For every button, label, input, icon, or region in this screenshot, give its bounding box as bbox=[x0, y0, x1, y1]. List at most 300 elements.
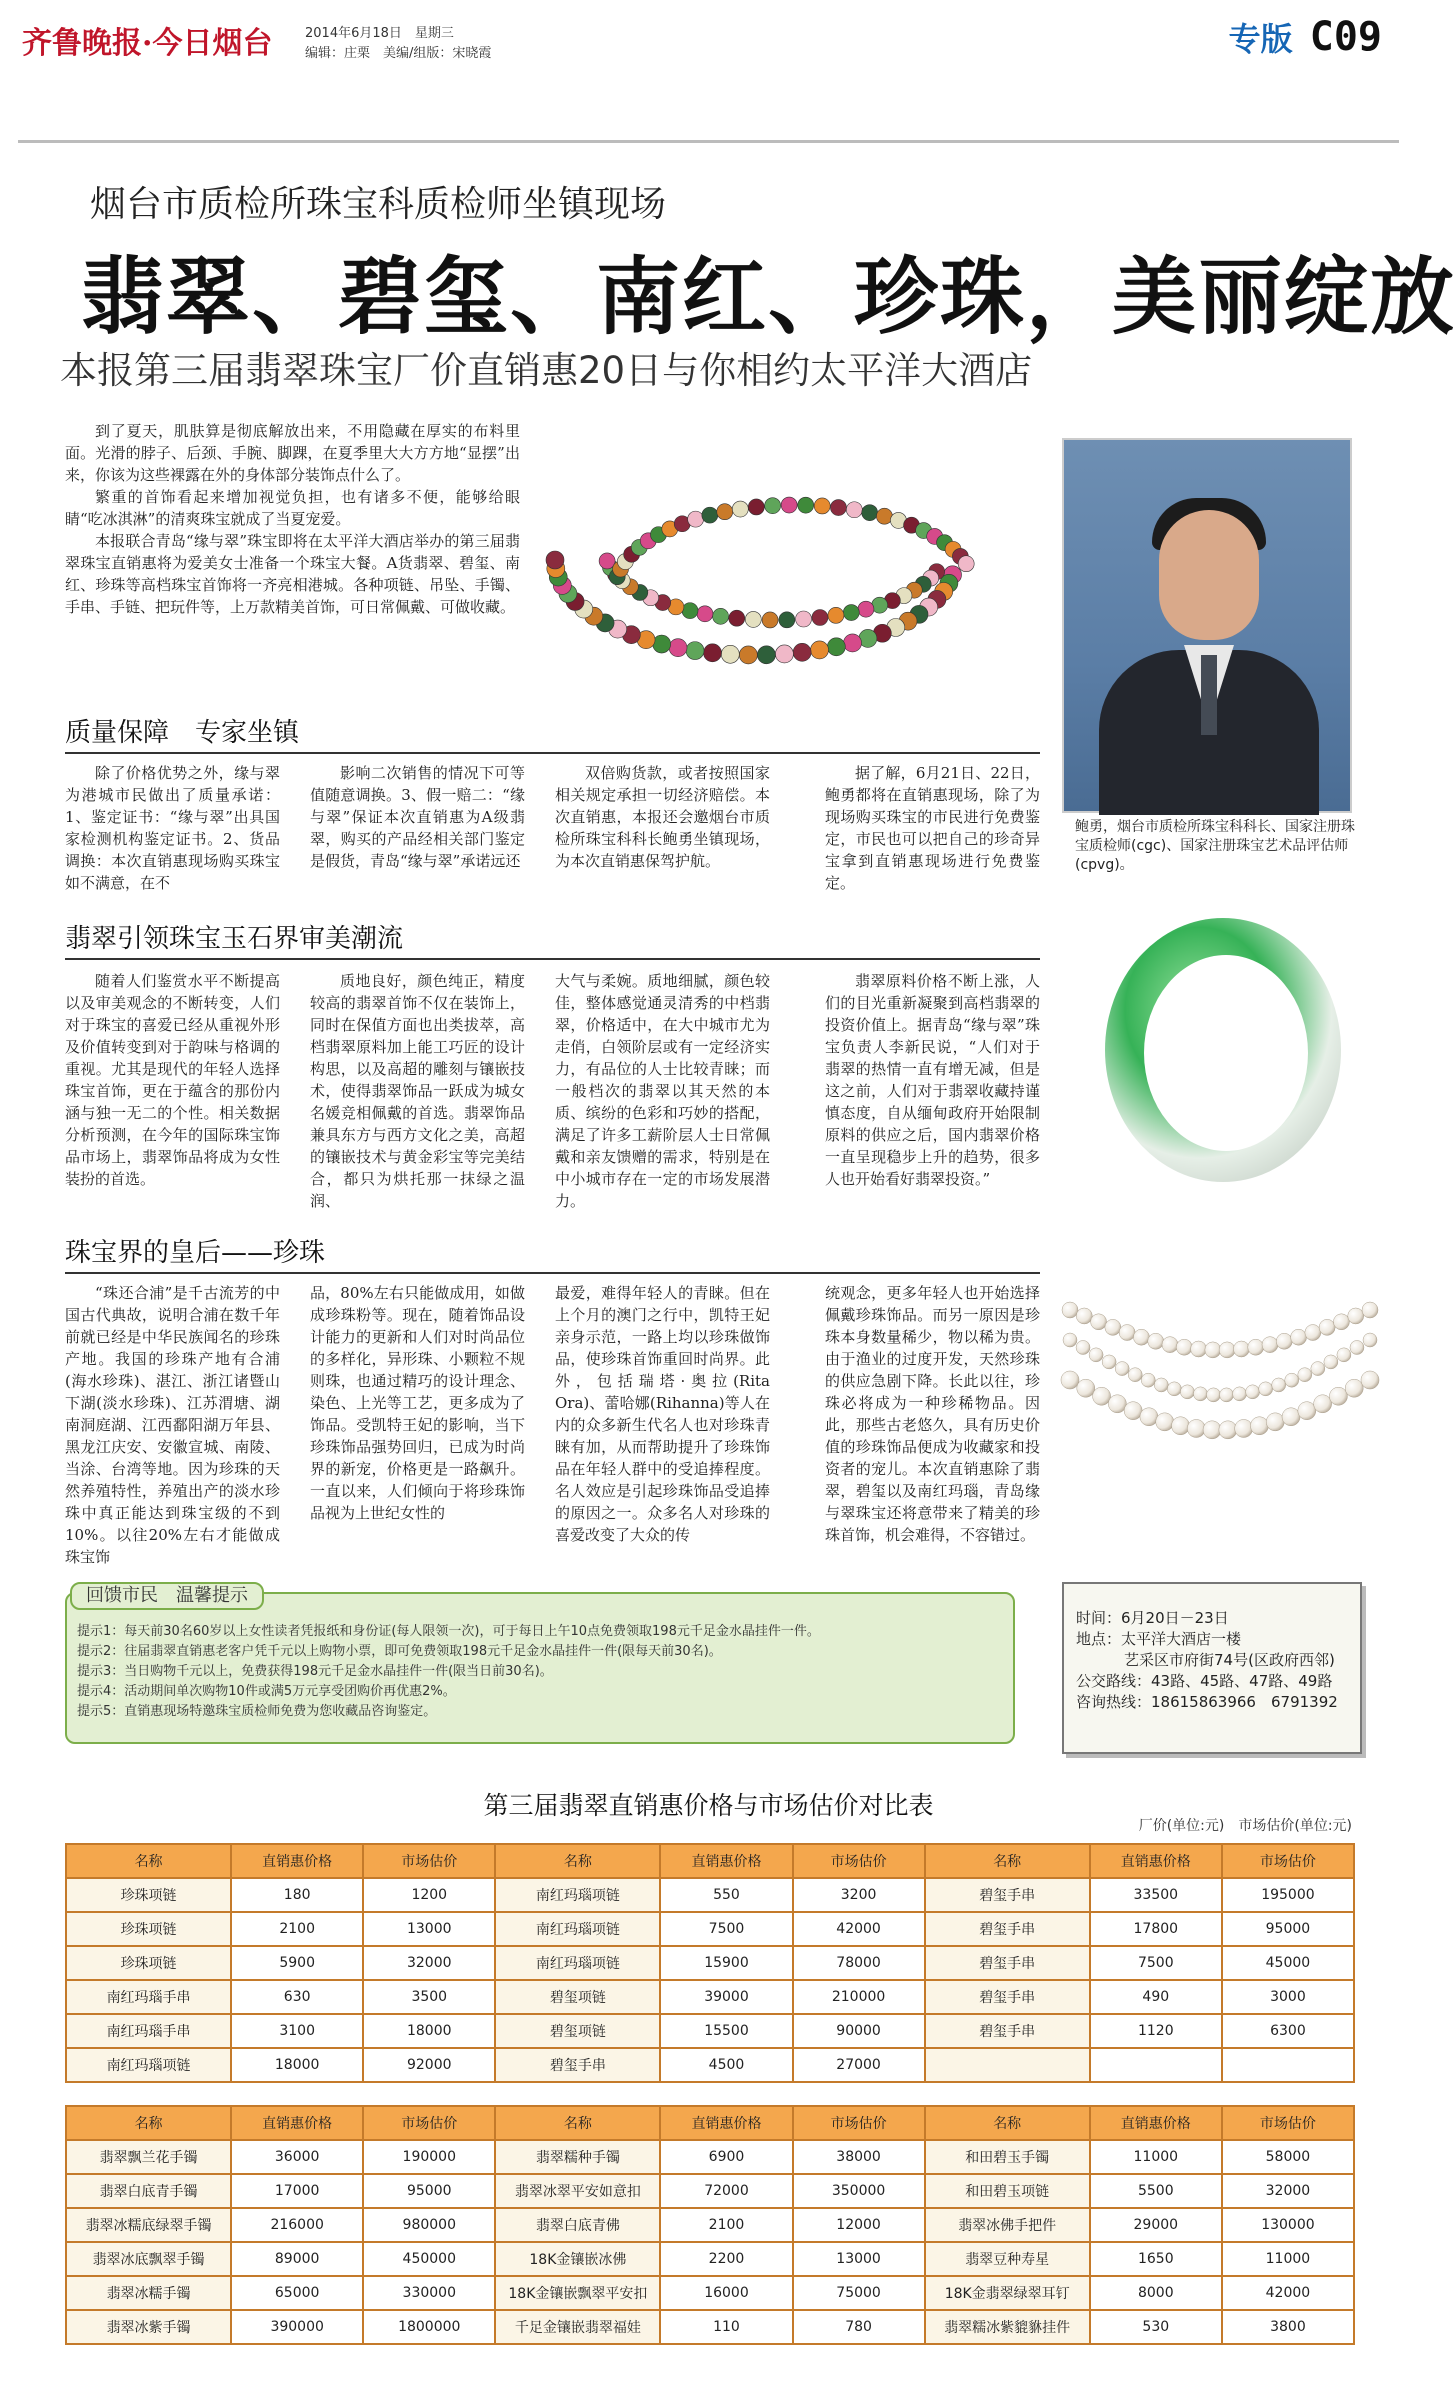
market-price-cell: 13000 bbox=[363, 1912, 495, 1946]
pearl bbox=[1093, 1387, 1111, 1405]
event-place: 地点：太平洋大酒店一楼 bbox=[1076, 1630, 1242, 1648]
tips-box bbox=[65, 1592, 1015, 1744]
market-price-cell: 980000 bbox=[363, 2208, 495, 2242]
direct-price-cell: 530 bbox=[1090, 2310, 1222, 2344]
section-title-pearl: 珠宝界的皇后——珍珠 bbox=[65, 1238, 326, 1268]
product-name-cell: 珍珠项链 bbox=[66, 1878, 231, 1912]
direct-price-cell: 180 bbox=[231, 1878, 363, 1912]
pearl bbox=[1148, 1333, 1164, 1349]
table-row bbox=[66, 2242, 1354, 2276]
market-price-cell: 450000 bbox=[363, 2242, 495, 2276]
price-table-title: 第三届翡翠直销惠价格与市场估价对比表 bbox=[483, 1791, 934, 1820]
necklace-bead bbox=[703, 644, 721, 662]
price-table-unit: 厂价(单位:元) 市场估价(单位:元) bbox=[1138, 1818, 1352, 1834]
section-column: 据了解，6月21日、22日，鲍勇都将在直销惠现场，除了为现场购买珠宝的市民进行免费鉴定，市民也可以把自己的珍奇异宝拿到直销惠现场进行免费鉴定。 bbox=[825, 764, 1040, 892]
necklace-bead bbox=[688, 511, 704, 527]
direct-price-cell: 72000 bbox=[660, 2174, 792, 2208]
pearl bbox=[1333, 1314, 1349, 1330]
editors-credit: 编辑：庄栗 美编/组版：宋晓霞 bbox=[305, 46, 492, 61]
table-header-cell: 名称 bbox=[925, 1844, 1090, 1878]
necklace-bead bbox=[812, 610, 828, 626]
direct-price-cell: 550 bbox=[660, 1878, 792, 1912]
necklace-bead bbox=[793, 643, 811, 661]
section-column: 影响二次销售的情况下可等值随意调换。3、假一赔二：“缘与翠”保证本次直销惠为A级翡翠，购买的产品经相关部门鉴定是假货，青岛“缘与翠”承诺远还 bbox=[310, 764, 525, 870]
article-headline: 翡翠、碧玺、南红、珍珠，美丽绽放 bbox=[80, 248, 1456, 346]
necklace-bead bbox=[721, 645, 739, 663]
pearl bbox=[1348, 1308, 1364, 1324]
pearl bbox=[1206, 1388, 1220, 1402]
pearl bbox=[1076, 1340, 1090, 1354]
pearl bbox=[1350, 1340, 1364, 1354]
pearl bbox=[1115, 1362, 1129, 1376]
market-price-cell: 38000 bbox=[793, 2140, 925, 2174]
direct-price-cell: 3100 bbox=[231, 2014, 363, 2048]
header-divider bbox=[18, 140, 1399, 143]
direct-price-cell: 29000 bbox=[1090, 2208, 1222, 2242]
product-name-cell: 碧玺手串 bbox=[925, 1980, 1090, 2014]
table-header-cell: 名称 bbox=[66, 1844, 231, 1878]
necklace-bead bbox=[669, 639, 687, 657]
product-name-cell: 18K金翡翠绿翠耳钉 bbox=[925, 2276, 1090, 2310]
table-header-cell: 直销惠价格 bbox=[1090, 2106, 1222, 2140]
pearl bbox=[1077, 1379, 1095, 1397]
table-header-cell: 名称 bbox=[66, 2106, 231, 2140]
table-header-cell: 市场估价 bbox=[1222, 2106, 1354, 2140]
necklace-bead bbox=[811, 641, 829, 659]
pearl bbox=[1205, 1342, 1221, 1358]
tip-item: 提示5：直销惠现场特邀珠宝质检师免费为您收藏品咨询鉴定。 bbox=[77, 1704, 437, 1719]
table-header-cell: 直销惠价格 bbox=[660, 2106, 792, 2140]
market-price-cell: 3000 bbox=[1222, 1980, 1354, 2014]
necklace-bead bbox=[828, 607, 844, 623]
product-name-cell: 翡翠糯冰紫貔貅挂件 bbox=[925, 2310, 1090, 2344]
product-name-cell: 翡翠飘兰花手镯 bbox=[66, 2140, 231, 2174]
direct-price-cell bbox=[1090, 2048, 1222, 2082]
market-price-cell: 6300 bbox=[1222, 2014, 1354, 2048]
necklace-bead bbox=[876, 508, 892, 524]
section-column: 双倍购货款，或者按照国家相关规定承担一切经济赔偿。本次直销惠，本报还会邀烟台市质检所珠宝科科长鲍勇坐镇现场，为本次直销惠保驾护航。 bbox=[555, 764, 770, 870]
pearl bbox=[1193, 1387, 1207, 1401]
necklace-bead bbox=[844, 634, 862, 652]
pearl bbox=[1219, 1421, 1237, 1439]
product-name-cell: 翡翠冰糯底绿翠手镯 bbox=[66, 2208, 231, 2242]
market-price-cell: 13000 bbox=[793, 2242, 925, 2276]
necklace-bead bbox=[682, 603, 698, 619]
tip-item: 提示2：往届翡翠直销惠老客户凭千元以上购物小票，即可免费领取198元千足金水晶挂件一件(限每天前30名)。 bbox=[77, 1644, 722, 1659]
pearl bbox=[1176, 1339, 1192, 1355]
product-name-cell: 南红玛瑙项链 bbox=[495, 1878, 660, 1912]
price-table-2 bbox=[65, 2105, 1355, 2345]
necklace-bead bbox=[748, 499, 764, 515]
product-name-cell: 翡翠冰紫手镯 bbox=[66, 2310, 231, 2344]
masthead-paper-name: 齐鲁晚报·今日烟台 bbox=[22, 26, 273, 61]
page-number: C09 bbox=[1309, 14, 1382, 60]
product-name-cell: 南红玛瑙手串 bbox=[66, 2014, 231, 2048]
section-title-jade-trend: 翡翠引领珠宝玉石界审美潮流 bbox=[65, 924, 404, 954]
market-price-cell: 42000 bbox=[1222, 2276, 1354, 2310]
necklace-bead bbox=[779, 612, 795, 628]
necklace-bead bbox=[862, 505, 878, 521]
direct-price-cell: 5500 bbox=[1090, 2174, 1222, 2208]
tip-item: 提示3：当日购物千元以上，免费获得198元千足金水晶挂件一件(限当日前30名)。 bbox=[77, 1664, 553, 1679]
pearl bbox=[1061, 1371, 1079, 1389]
market-price-cell: 90000 bbox=[793, 2014, 925, 2048]
direct-price-cell: 630 bbox=[231, 1980, 363, 2014]
pearl bbox=[1219, 1342, 1235, 1358]
intro-paragraph: 繁重的首饰看起来增加视觉负担，也有诸多不便，能够给眼睛“吃冰淇淋”的清爽珠宝就成了当夏宠爱。 bbox=[65, 488, 520, 528]
market-price-cell: 75000 bbox=[793, 2276, 925, 2310]
table-row bbox=[66, 1912, 1354, 1946]
direct-price-cell: 39000 bbox=[660, 1980, 792, 2014]
necklace-bead bbox=[814, 498, 830, 514]
product-name-cell: 碧玺项链 bbox=[495, 2014, 660, 2048]
direct-price-cell: 18000 bbox=[231, 2048, 363, 2082]
pearl bbox=[1091, 1314, 1107, 1330]
jade-bangle-image bbox=[1088, 905, 1358, 1195]
necklace-bead bbox=[798, 497, 814, 513]
direct-price-cell: 17000 bbox=[231, 2174, 363, 2208]
market-price-cell: 3200 bbox=[793, 1878, 925, 1912]
product-name-cell: 南红玛瑙手串 bbox=[66, 1980, 231, 2014]
pearl bbox=[1124, 1402, 1142, 1420]
section-column: 翡翠原料价格不断上涨，人们的目光重新凝聚到高档翡翠的投资价值上。据青岛“缘与翠”珠宝负责人李新民说，“人们对于翡翠的热情一直有增无减，但是这之前，人们对于翡翠收藏持谨慎态度，自从缅甸政府开始限制原料的供应之后，国内翡翠价格一直呈现稳步上升的趋势，很多人也开始看好翡翠投资。” bbox=[825, 972, 1040, 1188]
direct-price-cell: 2200 bbox=[660, 2242, 792, 2276]
event-hotline: 咨询热线：18615863966 6791392 bbox=[1076, 1693, 1338, 1711]
pearl bbox=[1305, 1325, 1321, 1341]
event-address: 艺采区市府街74号(区政府西邻) bbox=[1124, 1651, 1335, 1669]
pearl bbox=[1076, 1308, 1092, 1324]
pearl bbox=[1162, 1337, 1178, 1353]
direct-price-cell: 5900 bbox=[231, 1946, 363, 1980]
market-price-cell: 27000 bbox=[793, 2048, 925, 2082]
pearl bbox=[1298, 1368, 1312, 1382]
pearl bbox=[1319, 1319, 1335, 1335]
section-title-quality: 质量保障 专家坐镇 bbox=[65, 718, 300, 748]
pearl bbox=[1298, 1402, 1316, 1420]
direct-price-cell: 4500 bbox=[660, 2048, 792, 2082]
necklace-bead bbox=[653, 635, 671, 653]
necklace-bead bbox=[729, 610, 745, 626]
market-price-cell: 195000 bbox=[1222, 1878, 1354, 1912]
table-row bbox=[66, 2174, 1354, 2208]
section-column: 除了价格优势之外，缘与翠为港城市民做出了质量承诺：1、鉴定证书：“缘与翠”出具国家检测机构鉴定证书。2、货品调换：本次直销惠现场购买珠宝如不满意，在不 bbox=[65, 764, 280, 892]
table-header-row bbox=[66, 2106, 1354, 2140]
necklace-bead bbox=[858, 601, 874, 617]
market-price-cell: 95000 bbox=[1222, 1912, 1354, 1946]
direct-price-cell: 65000 bbox=[231, 2276, 363, 2310]
tourmaline-necklace-image bbox=[525, 440, 995, 700]
market-price-cell: 45000 bbox=[1222, 1946, 1354, 1980]
table-row bbox=[66, 2014, 1354, 2048]
direct-price-cell: 2100 bbox=[231, 1912, 363, 1946]
pearl bbox=[1235, 1419, 1253, 1437]
table-header-cell: 直销惠价格 bbox=[660, 1844, 792, 1878]
portrait-caption: 鲍勇，烟台市质检所珠宝科科长、国家注册珠宝质检师(cgc)、国家注册珠宝艺术品评估师(cpvg)。 bbox=[1075, 819, 1355, 873]
necklace-bead bbox=[713, 608, 729, 624]
product-name-cell: 18K金镶嵌飘翠平安扣 bbox=[495, 2276, 660, 2310]
product-name-cell: 翡翠冰糯手镯 bbox=[66, 2276, 231, 2310]
section-column: 最爱，难得年轻人的青睐。但在上个月的澳门之行中，凯特王妃亲身示范，一路上均以珍珠做饰品，使珍珠首饰重回时尚界。此外，包括瑞塔·奥拉(Rita Ora)、蕾哈娜(Rihanna)等人在内的众多新生代名人也对珍珠青睐有加，从而帮助提升了珍珠饰品在年轻人群中的受追捧程度。名人效应是引起珍珠饰品受追捧的原因之一。众多名人对珍珠的喜爱改变了大众的传 bbox=[555, 1284, 770, 1544]
market-price-cell: 11000 bbox=[1222, 2242, 1354, 2276]
pearl bbox=[1167, 1382, 1181, 1396]
necklace-bead bbox=[781, 497, 797, 513]
necklace-bead bbox=[686, 642, 704, 660]
pearl bbox=[1203, 1421, 1221, 1439]
article-intro bbox=[65, 420, 520, 700]
section-rule bbox=[65, 1272, 1040, 1274]
pearl bbox=[1141, 1373, 1155, 1387]
direct-price-cell: 11000 bbox=[1090, 2140, 1222, 2174]
section-column: 大气与柔婉。质地细腻，颜色较佳，整体感觉通灵清秀的中档翡翠，价格适中，在大中城市尤为走俏，白领阶层或有一定经济实力，有品位的人士比较青睐；而一般档次的翡翠以其天然的本质、缤纷的色彩和巧妙的搭配，满足了许多工薪阶层人士日常佩戴和亲友馈赠的需求，特别是在中小城市存在一定的市场发展潜力。 bbox=[555, 972, 770, 1210]
price-table-1 bbox=[65, 1843, 1355, 2083]
pearl bbox=[1119, 1325, 1135, 1341]
direct-price-cell: 7500 bbox=[1090, 1946, 1222, 1980]
product-name-cell bbox=[925, 2048, 1090, 2082]
pearl bbox=[1276, 1333, 1292, 1349]
pearl-jewelry-image bbox=[1060, 1270, 1380, 1470]
event-info-box bbox=[1062, 1582, 1362, 1754]
product-name-cell: 南红玛瑙项链 bbox=[495, 1946, 660, 1980]
event-bus-routes: 公交路线：43路、45路、47路、49路 bbox=[1076, 1672, 1333, 1690]
pearl bbox=[1262, 1337, 1278, 1353]
product-name-cell: 南红玛瑙项链 bbox=[495, 1912, 660, 1946]
market-price-cell: 190000 bbox=[363, 2140, 495, 2174]
pearl bbox=[1259, 1382, 1273, 1396]
necklace-bead bbox=[796, 611, 812, 627]
pearl bbox=[1105, 1319, 1121, 1335]
necklace-bead bbox=[843, 605, 859, 621]
market-price-cell: 1200 bbox=[363, 1878, 495, 1912]
pearl bbox=[1266, 1413, 1284, 1431]
event-time: 时间：6月20日－23日 bbox=[1076, 1609, 1229, 1627]
pearl bbox=[1311, 1362, 1325, 1376]
table-row bbox=[66, 2208, 1354, 2242]
section-column: 随着人们鉴赏水平不断提高以及审美观念的不断转变，人们对于珠宝的喜爱已经从重视外形及价值转变到对于韵味与格调的重视。尤其是现代的年轻人选择珠宝首饰，更在于蕴含的那份内涵与独一无二的个性。相关数据分析预测，在今年的国际珠宝饰品市场上，翡翠饰品将成为女性装扮的首选。 bbox=[65, 972, 280, 1188]
product-name-cell: 翡翠冰翠平安如意扣 bbox=[495, 2174, 660, 2208]
necklace-bead bbox=[732, 501, 748, 517]
table-header-cell: 直销惠价格 bbox=[231, 1844, 363, 1878]
market-price-cell: 3800 bbox=[1222, 2310, 1354, 2344]
pearl bbox=[1345, 1379, 1363, 1397]
table-row bbox=[66, 1946, 1354, 1980]
direct-price-cell: 490 bbox=[1090, 1980, 1222, 2014]
table-header-cell: 名称 bbox=[495, 1844, 660, 1878]
table-row bbox=[66, 1878, 1354, 1912]
market-price-cell: 92000 bbox=[363, 2048, 495, 2082]
market-price-cell: 780 bbox=[793, 2310, 925, 2344]
table-header-cell: 名称 bbox=[925, 2106, 1090, 2140]
table-row bbox=[66, 2276, 1354, 2310]
necklace-bead bbox=[775, 645, 793, 663]
necklace-bead bbox=[546, 551, 564, 569]
product-name-cell: 碧玺手串 bbox=[925, 1912, 1090, 1946]
direct-price-cell: 36000 bbox=[231, 2140, 363, 2174]
necklace-bead bbox=[717, 504, 733, 520]
pearl bbox=[1108, 1395, 1126, 1413]
product-name-cell: 碧玺手串 bbox=[495, 2048, 660, 2082]
table-row bbox=[66, 2048, 1354, 2082]
direct-price-cell: 2100 bbox=[660, 2208, 792, 2242]
pearl bbox=[1140, 1408, 1158, 1426]
table-header-cell: 名称 bbox=[495, 2106, 660, 2140]
pearl bbox=[1246, 1385, 1260, 1399]
market-price-cell: 210000 bbox=[793, 1980, 925, 2014]
pearl bbox=[1324, 1355, 1338, 1369]
intro-paragraph: 到了夏天，肌肤算是彻底解放出来，不用隐藏在厚实的布料里面。光滑的脖子、后颈、手腕、脚踝，在夏季里大大方方地“显摆”出来，你该为这些裸露在外的身体部分装饰点什么了。 bbox=[65, 422, 520, 484]
table-header-cell: 市场估价 bbox=[793, 2106, 925, 2140]
pearl bbox=[1154, 1378, 1168, 1392]
pearl bbox=[1191, 1341, 1207, 1357]
table-header-cell: 市场估价 bbox=[363, 1844, 495, 1878]
section-column: 统观念，更多年轻人也开始选择佩戴珍珠饰品。而另一原因是珍珠本身数量稀少，物以稀为贵。由于渔业的过度开发，天然珍珠的供应急剧下降。长此以往，珍珠必将成为一种珍稀物品。因此，那些古老悠久，具有历史价值的珍珠饰品便成为收藏家和投资者的宠儿。本次直销惠除了翡翠，碧玺以及南红玛瑙，青岛缘与翠珠宝还将意带来了精美的珍珠首饰，机会难得，不容错过。 bbox=[825, 1284, 1040, 1544]
market-price-cell: 130000 bbox=[1222, 2208, 1354, 2242]
product-name-cell: 翡翠冰佛手把件 bbox=[925, 2208, 1090, 2242]
pearl bbox=[1233, 1387, 1247, 1401]
market-price-cell: 350000 bbox=[793, 2174, 925, 2208]
section-column: 质地良好，颜色纯正，精度较高的翡翠首饰不仅在装饰上，同时在保值方面也出类拔萃，高档翡翠原料加上能工巧匠的设计构思，以及高超的雕刻与镶嵌技术，使得翡翠饰品一跃成为城女名媛竞相佩戴的首选。翡翠饰品兼具东方与西方文化之美，高超的镶嵌技术与黄金彩宝等完美结合，都只为烘托那一抹绿之温润、 bbox=[310, 972, 525, 1210]
direct-price-cell: 110 bbox=[660, 2310, 792, 2344]
direct-price-cell: 16000 bbox=[660, 2276, 792, 2310]
tip-item: 提示1：每天前30名60岁以上女性读者凭报纸和身份证(每人限领一次)，可于每日上午10点免费领取198元千足金水晶挂件一件。 bbox=[77, 1624, 820, 1639]
direct-price-cell: 216000 bbox=[231, 2208, 363, 2242]
table-header-cell: 市场估价 bbox=[363, 2106, 495, 2140]
direct-price-cell: 1120 bbox=[1090, 2014, 1222, 2048]
pearl bbox=[1285, 1373, 1299, 1387]
necklace-bead bbox=[846, 502, 862, 518]
market-price-cell: 18000 bbox=[363, 2014, 495, 2048]
table-header-cell: 直销惠价格 bbox=[231, 2106, 363, 2140]
section-column: 品，80%左右只能做成用，如做成珍珠粉等。现在，随着饰品设计能力的更新和人们对时尚品位的多样化，异形珠、小颗粒不规则珠，也通过精巧的设计理念、染色、上光等工艺，更多成为了饰品。受凯特王妃的影响，当下珍珠饰品强势回归，已成为时尚界的新宠，价格更是一路飙升。一直以来，人们倾向于将珍珠饰品视为上世纪女性的 bbox=[310, 1284, 525, 1522]
pearl bbox=[1102, 1355, 1116, 1369]
table-row bbox=[66, 1980, 1354, 2014]
pearl bbox=[1291, 1329, 1307, 1345]
necklace-bead bbox=[757, 646, 775, 664]
product-name-cell: 18K金镶嵌冰佛 bbox=[495, 2242, 660, 2276]
product-name-cell: 和田碧玉手镯 bbox=[925, 2140, 1090, 2174]
product-name-cell: 碧玺手串 bbox=[925, 1878, 1090, 1912]
product-name-cell: 碧玺手串 bbox=[925, 2014, 1090, 2048]
table-header-cell: 市场估价 bbox=[1222, 1844, 1354, 1878]
pearl bbox=[1187, 1419, 1205, 1437]
direct-price-cell: 8000 bbox=[1090, 2276, 1222, 2310]
pearl bbox=[1062, 1302, 1078, 1318]
table-row bbox=[66, 2310, 1354, 2344]
market-price-cell: 95000 bbox=[363, 2174, 495, 2208]
masthead-meta bbox=[305, 24, 491, 64]
market-price-cell: 330000 bbox=[363, 2276, 495, 2310]
direct-price-cell: 89000 bbox=[231, 2242, 363, 2276]
tip-item: 提示4：活动期间单次购物10件或满5万元享受团购价再优惠2%。 bbox=[77, 1684, 456, 1699]
pearl bbox=[1063, 1333, 1077, 1347]
market-price-cell: 1800000 bbox=[363, 2310, 495, 2344]
direct-price-cell: 1650 bbox=[1090, 2242, 1222, 2276]
necklace-bead bbox=[830, 500, 846, 516]
market-price-cell: 58000 bbox=[1222, 2140, 1354, 2174]
direct-price-cell: 17800 bbox=[1090, 1912, 1222, 1946]
pearl bbox=[1248, 1339, 1264, 1355]
market-price-cell: 78000 bbox=[793, 1946, 925, 1980]
product-name-cell: 翡翠白底青手镯 bbox=[66, 2174, 231, 2208]
market-price-cell: 32000 bbox=[1222, 2174, 1354, 2208]
product-name-cell: 珍珠项链 bbox=[66, 1946, 231, 1980]
table-header-cell: 直销惠价格 bbox=[1090, 1844, 1222, 1878]
pearl bbox=[1220, 1388, 1234, 1402]
intro-paragraph: 本报联合青岛“缘与翠”珠宝即将在太平洋大酒店举办的第三届翡翠珠宝直销惠将为爱美女士准备一个珠宝大餐。A货翡翠、碧玺、南红、珍珠等高档珠宝首饰将一齐亮相港城。各种项链、吊坠、手镯、手串、手链、把玩件等，上万款精美首饰，可日常佩戴、可做收藏。 bbox=[65, 532, 520, 616]
product-name-cell: 翡翠豆种寿星 bbox=[925, 2242, 1090, 2276]
market-price-cell: 42000 bbox=[793, 1912, 925, 1946]
pearl bbox=[1361, 1371, 1379, 1389]
product-name-cell: 珍珠项链 bbox=[66, 1912, 231, 1946]
issue-date: 2014年6月18日 星期三 bbox=[305, 26, 454, 41]
direct-price-cell: 7500 bbox=[660, 1912, 792, 1946]
pearl bbox=[1314, 1395, 1332, 1413]
table-row bbox=[66, 2140, 1354, 2174]
pearl bbox=[1172, 1417, 1190, 1435]
tips-title: 回馈市民 温馨提示 bbox=[70, 1582, 264, 1610]
market-price-cell bbox=[1222, 2048, 1354, 2082]
necklace-bead bbox=[958, 556, 974, 572]
necklace-bead bbox=[827, 638, 845, 656]
pearl bbox=[1250, 1417, 1268, 1435]
pearl bbox=[1128, 1368, 1142, 1382]
pearl bbox=[1156, 1413, 1174, 1431]
pearl bbox=[1133, 1329, 1149, 1345]
product-name-cell: 南红玛瑙项链 bbox=[66, 2048, 231, 2082]
product-name-cell: 千足金镶嵌翡翠福娃 bbox=[495, 2310, 660, 2344]
pearl bbox=[1272, 1378, 1286, 1392]
necklace-bead bbox=[739, 646, 757, 664]
pearl bbox=[1329, 1387, 1347, 1405]
table-header-row bbox=[66, 1844, 1354, 1878]
article-subhead: 本报第三届翡翠珠宝厂价直销惠20日与你相约太平洋大酒店 bbox=[60, 349, 1033, 392]
product-name-cell: 翡翠糯种手镯 bbox=[495, 2140, 660, 2174]
market-price-cell: 12000 bbox=[793, 2208, 925, 2242]
article-kicker: 烟台市质检所珠宝科质检师坐镇现场 bbox=[90, 184, 667, 225]
special-edition-label: 专版 bbox=[1228, 20, 1293, 58]
necklace-bead bbox=[702, 507, 718, 523]
market-price-cell: 3500 bbox=[363, 1980, 495, 2014]
pearl bbox=[1089, 1348, 1103, 1362]
edition-label bbox=[1229, 14, 1382, 60]
product-name-cell: 翡翠冰底飘翠手镯 bbox=[66, 2242, 231, 2276]
direct-price-cell: 6900 bbox=[660, 2140, 792, 2174]
pearl bbox=[1180, 1385, 1194, 1399]
pearl bbox=[1233, 1341, 1249, 1357]
product-name-cell: 和田碧玉项链 bbox=[925, 2174, 1090, 2208]
direct-price-cell: 15500 bbox=[660, 2014, 792, 2048]
product-name-cell: 碧玺手串 bbox=[925, 1946, 1090, 1980]
necklace-bead bbox=[745, 611, 761, 627]
pearl bbox=[1363, 1333, 1377, 1347]
section-rule bbox=[65, 958, 1040, 960]
product-name-cell: 翡翠白底青佛 bbox=[495, 2208, 660, 2242]
section-rule bbox=[65, 752, 1040, 754]
table-header-cell: 市场估价 bbox=[793, 1844, 925, 1878]
necklace-bead bbox=[697, 606, 713, 622]
pearl bbox=[1362, 1302, 1378, 1318]
necklace-bead bbox=[762, 612, 778, 628]
section-column: “珠还合浦”是千古流芳的中国古代典故，说明合浦在数千年前就已经是中华民族闻名的珍珠产地。我国的珍珠产地有合浦(海水珍珠)、湛江、浙江诸暨山下湖(淡水珍珠)、江苏渭塘、湖南洞庭湖、江西鄱阳湖万年县、黑龙江庆安、安徽宣城、南陵、当涂、台湾等地。因为珍珠的天然养殖特性，养殖出产的淡水珍珠中真正能达到珠宝级的不到10%。以往20%左右才能做成珠宝饰 bbox=[65, 1284, 280, 1566]
direct-price-cell: 33500 bbox=[1090, 1878, 1222, 1912]
direct-price-cell: 390000 bbox=[231, 2310, 363, 2344]
direct-price-cell: 15900 bbox=[660, 1946, 792, 1980]
expert-portrait bbox=[1062, 438, 1352, 813]
necklace-bead bbox=[765, 498, 781, 514]
pearl bbox=[1337, 1348, 1351, 1362]
market-price-cell: 32000 bbox=[363, 1946, 495, 1980]
product-name-cell: 碧玺项链 bbox=[495, 1980, 660, 2014]
pearl bbox=[1282, 1408, 1300, 1426]
